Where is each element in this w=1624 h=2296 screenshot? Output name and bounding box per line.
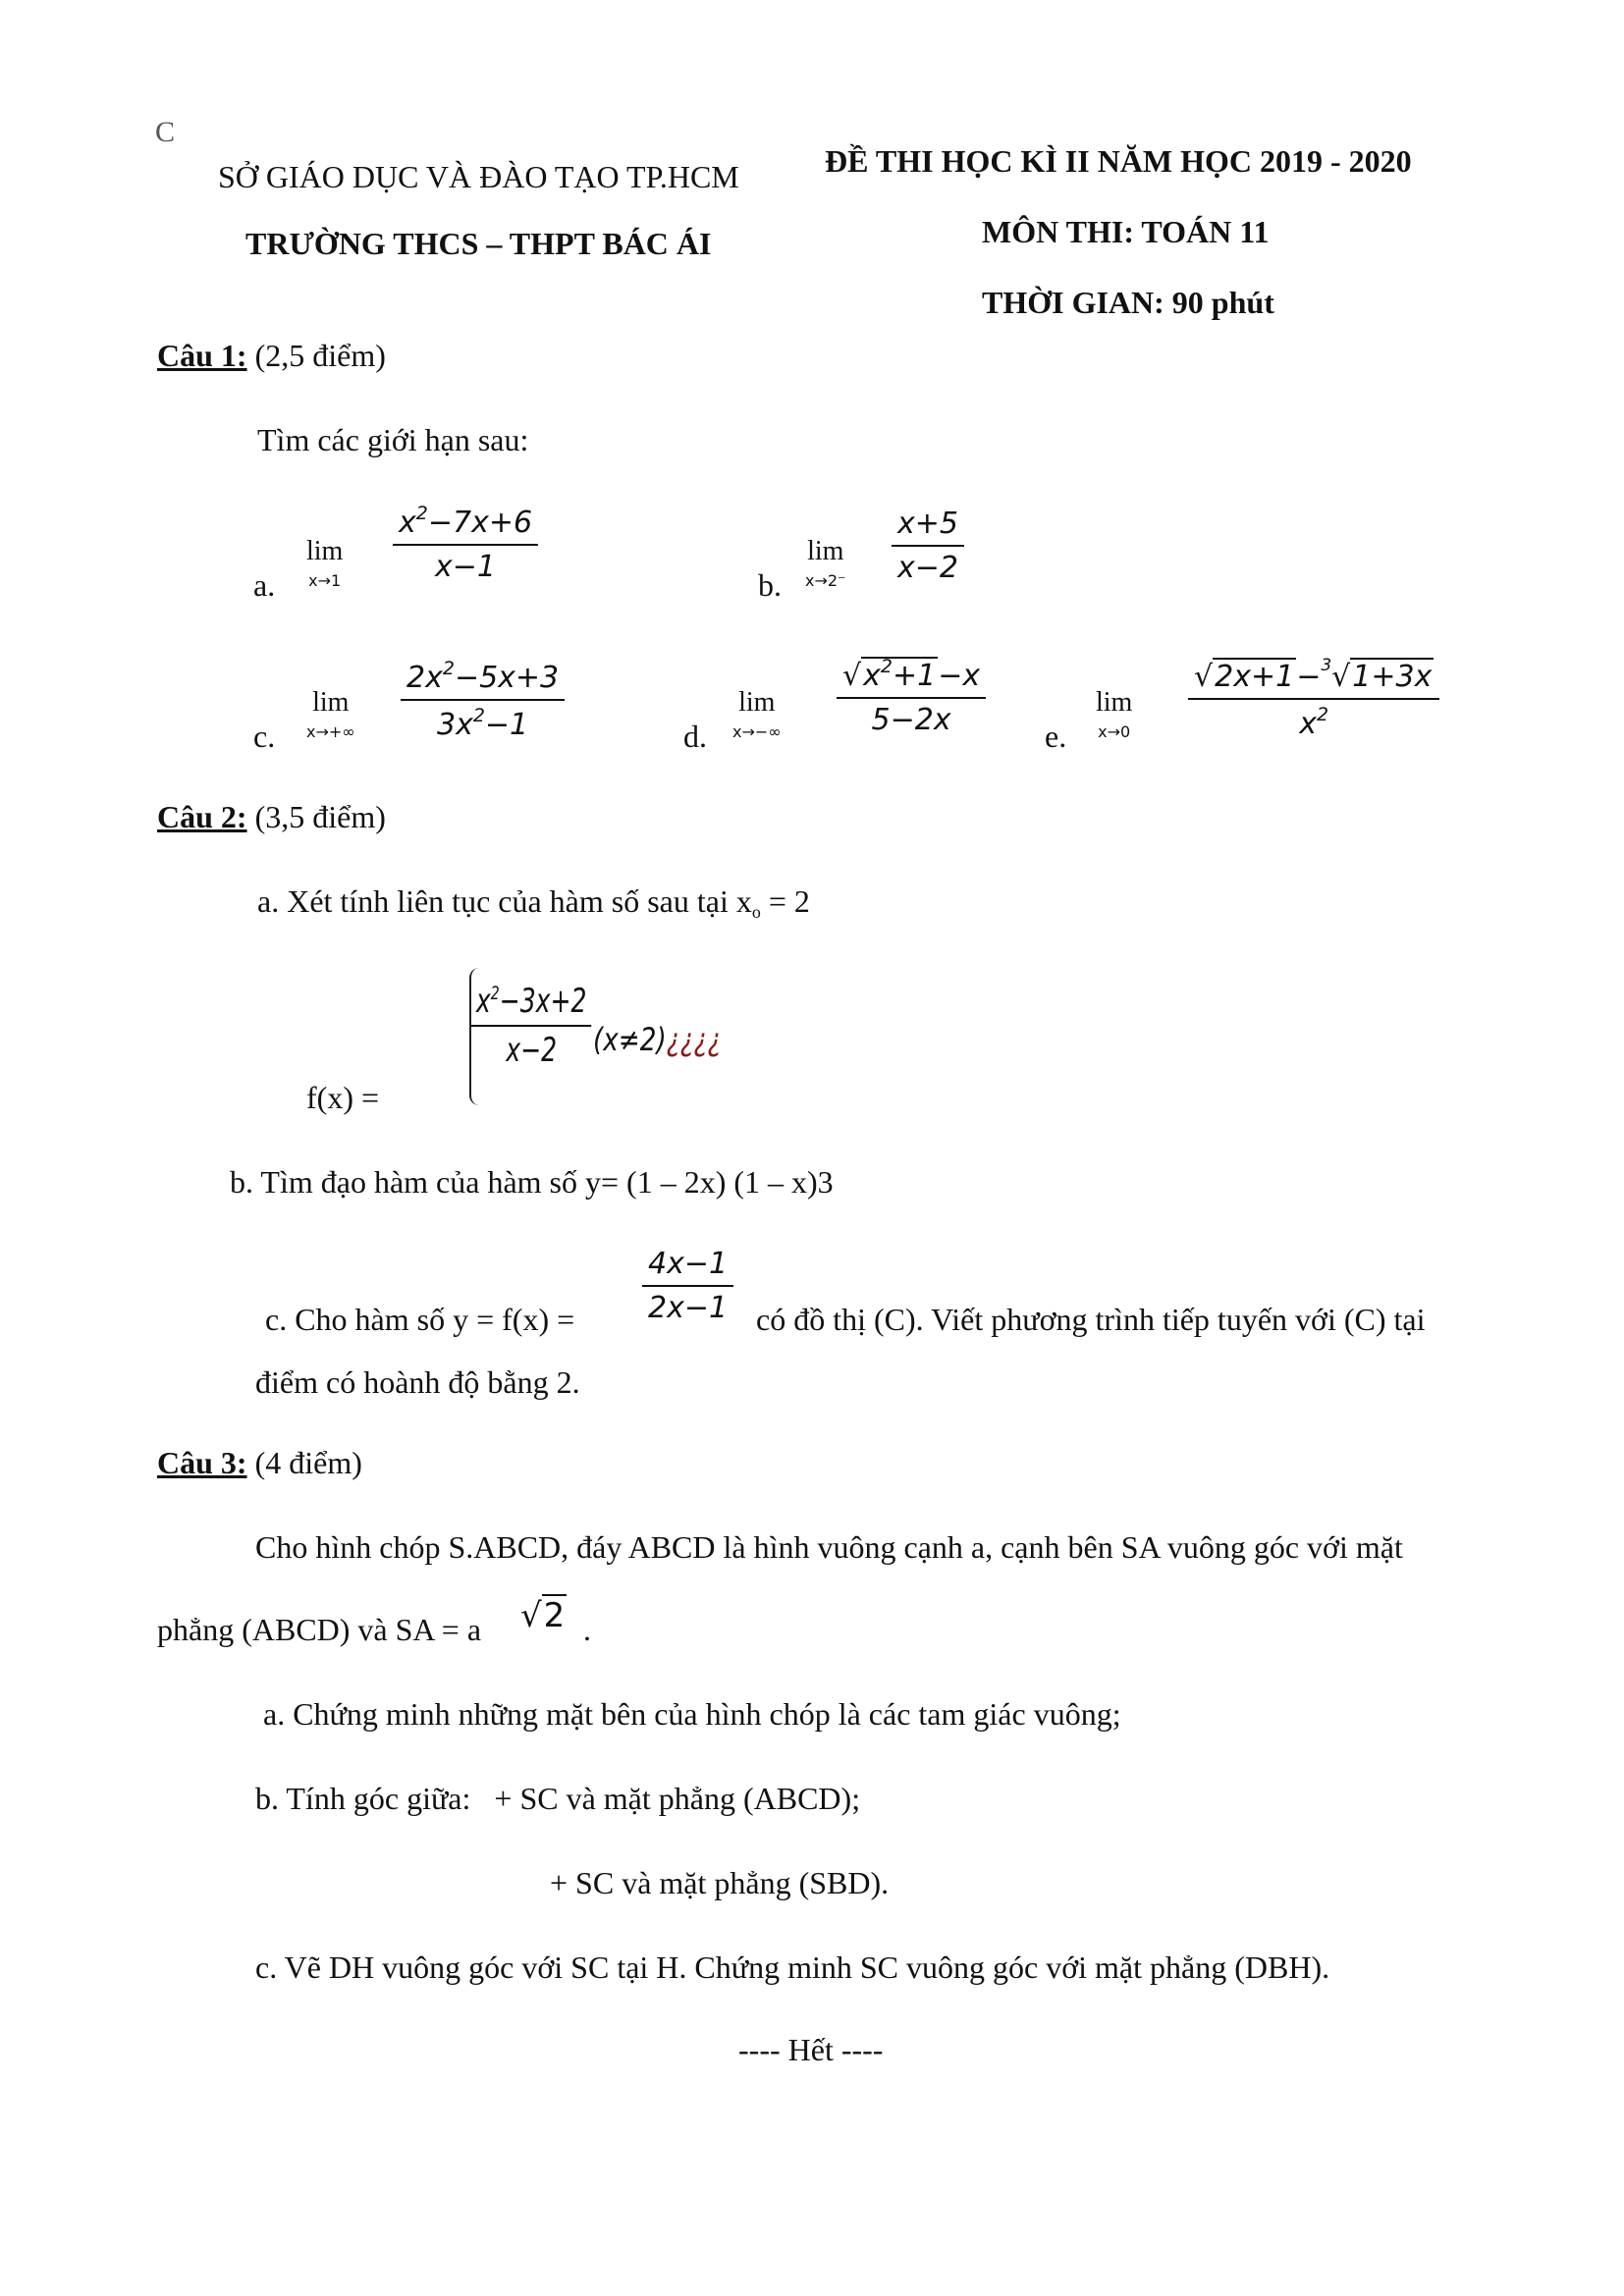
q1b-fraction: [892, 507, 964, 585]
denominator: $3x^2-1$: [436, 705, 529, 742]
q1e-label: e.: [1045, 719, 1067, 754]
q1-points: (2,5 điểm): [254, 338, 386, 373]
q1c-fraction: [401, 658, 565, 742]
q1c-label: c.: [253, 719, 276, 754]
numerator: x+5: [892, 507, 964, 547]
q1-title: Câu 1:: [157, 338, 247, 373]
lim-word: lim: [1096, 687, 1133, 718]
garbled-chars: ¿¿¿¿: [666, 1021, 722, 1058]
school-name: TRƯỜNG THCS – THPT BÁC ÁI: [245, 226, 712, 261]
end-marker: ---- Hết ----: [738, 2032, 884, 2067]
piecewise-fraction: [471, 982, 591, 1070]
denominator: $x^2$: [1299, 704, 1329, 741]
q2c-fraction: [642, 1247, 733, 1325]
exam-title: ĐỀ THI HỌC KÌ II NĂM HỌC 2019 - 2020: [825, 143, 1412, 179]
numerator: $2x^2-5x+3$: [401, 658, 565, 701]
lim-sub: x→0: [1098, 722, 1131, 741]
denominator: x−2: [897, 551, 958, 585]
exam-subject: MÔN THI: TOÁN 11: [982, 214, 1270, 249]
q1d-fraction: [837, 656, 986, 737]
lim-sub: x→1: [308, 571, 342, 590]
q1b-label: b.: [758, 567, 782, 603]
q3-heading: [157, 1445, 362, 1481]
lim-word: lim: [807, 536, 844, 566]
lim-word: lim: [312, 687, 350, 718]
numerator: $x^2-7x+6$: [393, 503, 538, 546]
numerator: √2x+1−$^3$√1+3x: [1188, 656, 1439, 700]
q3c-text: c. Vẽ DH vuông góc với SC tại H. Chứng minh SC vuông góc với mặt phẳng (DBH).: [255, 1949, 1330, 1985]
q3-points: (4 điểm): [254, 1445, 362, 1480]
lim-sub: x→+∞: [306, 722, 355, 741]
q2-heading: [157, 799, 386, 835]
q1b-limit: [805, 536, 846, 590]
q1d-limit: [732, 687, 782, 741]
lim-word: lim: [306, 536, 344, 566]
numerator: $x^2-3x+2$: [471, 982, 591, 1027]
q2b-text: b. Tìm đạo hàm của hàm số y= (1 – 2x) (1 – x)3: [230, 1164, 834, 1200]
department-name: SỞ GIÁO DỤC VÀ ĐÀO TẠO TP.HCM: [218, 159, 739, 194]
fx-label: f(x) =: [306, 1080, 380, 1115]
q2-title: Câu 2:: [157, 799, 247, 834]
q1d-label: d.: [683, 719, 707, 754]
exam-duration: THỜI GIAN: 90 phút: [982, 285, 1274, 320]
q1a-label: a.: [253, 567, 276, 603]
q1a-fraction: [393, 503, 538, 584]
q3b-text2: + SC và mặt phẳng (SBD).: [550, 1865, 890, 1900]
piecewise-condition: (x≠2)¿¿¿¿: [593, 1021, 722, 1058]
numerator: 4x−1: [642, 1247, 733, 1287]
lim-sub: x→−∞: [732, 722, 782, 741]
lim-word: lim: [738, 687, 776, 718]
denominator: x−2: [506, 1031, 558, 1070]
q1e-limit: [1096, 687, 1132, 741]
q3b-text1: b. Tính góc giữa: + SC và mặt phẳng (ABCD);: [255, 1781, 861, 1816]
q3-intro-line1: Cho hình chóp S.ABCD, đáy ABCD là hình vuông cạnh a, cạnh bên SA vuông góc với mặt: [255, 1529, 1403, 1565]
q3-intro-line2: phẳng (ABCD) và SA = a: [157, 1612, 482, 1647]
numerator: $√x^2+1-x$: [837, 656, 986, 699]
q2-points: (3,5 điểm): [254, 799, 386, 834]
q1a-limit: [306, 536, 343, 590]
q2c-text1: c. Cho hàm số y = f(x) =: [265, 1302, 575, 1337]
q1-intro: Tìm các giới hạn sau:: [257, 422, 529, 457]
denominator: x−1: [435, 550, 497, 584]
q3-title: Câu 3:: [157, 1445, 247, 1480]
corner-mark: C: [155, 116, 176, 148]
q2c-text3: điểm có hoành độ bằng 2.: [255, 1364, 580, 1400]
q1e-fraction: [1188, 656, 1439, 741]
denominator: 2x−1: [648, 1291, 729, 1325]
q2c-text2: có đồ thị (C). Viết phương trình tiếp tuyến với (C) tại: [756, 1302, 1426, 1337]
q1c-limit: [306, 687, 355, 741]
sqrt-two: √2: [520, 1596, 566, 1635]
q1-heading: [157, 338, 386, 374]
q2a-text: a. Xét tính liên tục của hàm số sau tại $x_o = 2$: [257, 883, 810, 922]
denominator: 5−2x: [871, 703, 951, 737]
q3a-text: a. Chứng minh những mặt bên của hình chóp là các tam giác vuông;: [263, 1696, 1121, 1732]
lim-sub: x→2⁻: [805, 571, 846, 590]
q3-intro-end: .: [583, 1612, 591, 1647]
